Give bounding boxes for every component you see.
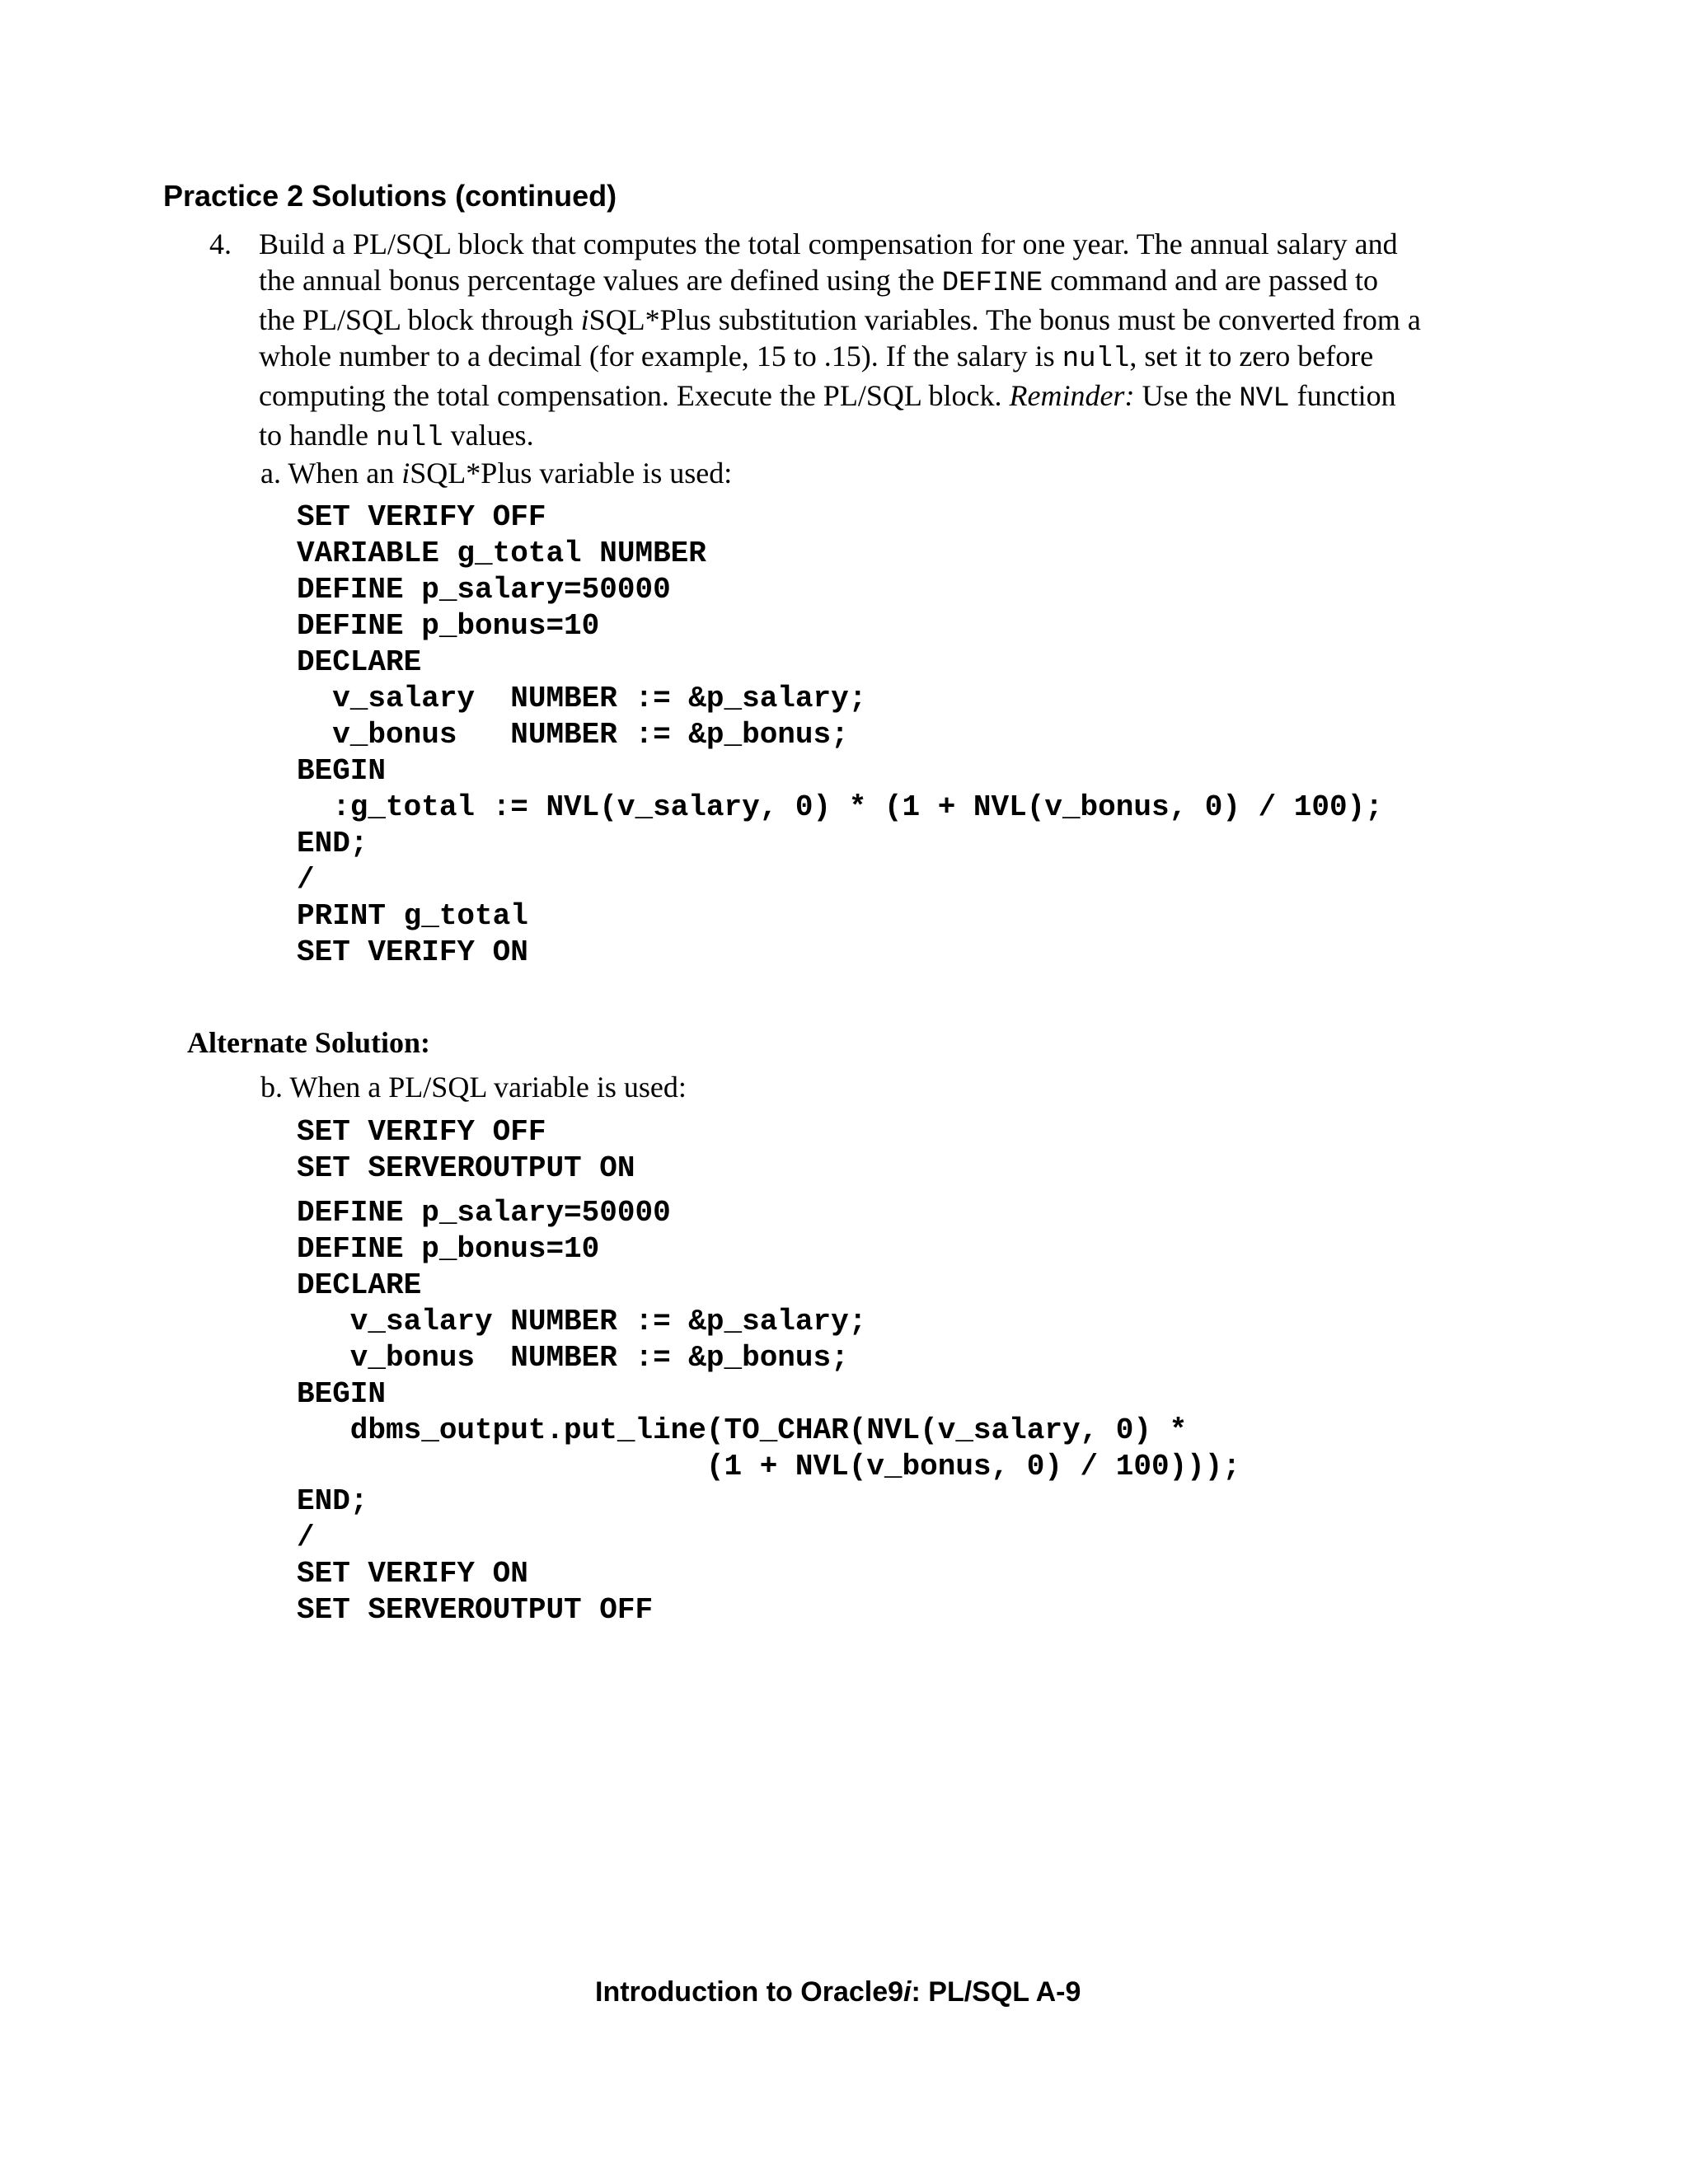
code-line: DECLARE: [297, 1268, 422, 1302]
part-b-label: [260, 1069, 687, 1105]
part-b-code-end: [297, 1483, 653, 1629]
text-run: SQL*Plus substitution variables. The bonus must be converted from a: [588, 303, 1421, 336]
code-line: :g_total := NVL(v_salary, 0) * (1 + NVL(v_bonus, 0) / 100);: [297, 790, 1383, 824]
code-line: v_bonus NUMBER := &p_bonus;: [297, 718, 849, 752]
text-line: [259, 262, 1462, 302]
code-line: SET SERVEROUTPUT OFF: [297, 1593, 654, 1627]
text-line: [259, 338, 1462, 377]
text-run: SQL*Plus variable is used:: [410, 457, 733, 490]
code-line: SET VERIFY ON: [297, 1557, 528, 1591]
code-line: v_salary NUMBER := &p_salary;: [297, 1305, 867, 1338]
code-line: SET SERVEROUTPUT ON: [297, 1151, 635, 1185]
text-run: values.: [443, 419, 534, 452]
code-line: DEFINE p_bonus=10: [297, 609, 600, 643]
code-line: DECLARE: [297, 645, 422, 679]
code-line: END;: [297, 1484, 368, 1518]
text-run: computing the total compensation. Execute the PL/SQL block.: [259, 379, 1010, 412]
text-run: to handle: [259, 419, 376, 452]
code-line: VARIABLE g_total NUMBER: [297, 537, 706, 570]
code-line: SET VERIFY ON: [297, 935, 528, 969]
text-run: i: [580, 303, 589, 336]
text-line: [259, 377, 1462, 417]
part-a-label: [260, 455, 732, 491]
footer-text: [595, 1975, 1081, 2009]
text-run: NVL: [1239, 383, 1290, 415]
code-line: DEFINE p_bonus=10: [297, 1232, 600, 1266]
text-line: [259, 302, 1462, 338]
text-line: [259, 417, 1462, 457]
text-run: Build a PL/SQL block that computes the total compensation for one year. The annual salary and: [259, 227, 1398, 260]
code-line: /: [297, 1521, 315, 1554]
text-run: : PL/SQL A-9: [911, 1976, 1081, 2008]
code-line: BEGIN: [297, 1377, 387, 1411]
text-run: the PL/SQL block through: [259, 303, 581, 336]
text-run: DEFINE: [941, 268, 1043, 299]
text-line: [259, 226, 1462, 262]
text-run: Reminder:: [1009, 379, 1135, 412]
code-line: DEFINE p_salary=50000: [297, 1196, 671, 1230]
text-run: Introduction to Oracle9: [595, 1976, 904, 2008]
text-run: a. When an: [260, 457, 402, 490]
text-run: i: [903, 1976, 912, 2008]
text-run: null: [375, 423, 443, 454]
text-run: b. When a PL/SQL variable is used:: [260, 1071, 687, 1104]
code-line: /: [297, 863, 315, 897]
code-line: PRINT g_total: [297, 899, 528, 933]
code-line: v_bonus NUMBER := &p_bonus;: [297, 1341, 849, 1375]
code-line: SET VERIFY OFF: [297, 1115, 546, 1149]
text-run: null: [1062, 344, 1130, 375]
text-run: the annual bonus percentage values are defined using the: [259, 264, 942, 297]
text-run: i: [401, 457, 410, 490]
code-line: dbms_output.put_line(TO_CHAR(NVL(v_salary, 0) *: [297, 1413, 1188, 1447]
code-line: END;: [297, 827, 368, 860]
alternate-solution-heading: Alternate Solution:: [187, 1026, 430, 1059]
text-run: , set it to zero before: [1129, 340, 1374, 373]
code-line: DEFINE p_salary=50000: [297, 573, 671, 607]
code-line: BEGIN: [297, 754, 387, 788]
part-b-code-block: [297, 1195, 1240, 1485]
text-run: Use the: [1134, 379, 1240, 412]
text-run: command and are passed to: [1043, 264, 1378, 297]
exercise-number: 4.: [209, 227, 232, 260]
part-b-code-settings: [297, 1114, 635, 1187]
part-a-code-block: [297, 499, 1383, 971]
code-line: v_salary NUMBER := &p_salary;: [297, 682, 867, 715]
code-line: SET VERIFY OFF: [297, 500, 546, 534]
code-line: (1 + NVL(v_bonus, 0) / 100)));: [297, 1450, 1240, 1483]
page-heading: Practice 2 Solutions (continued): [163, 179, 617, 213]
text-run: whole number to a decimal (for example, 15 to .15). If the salary is: [259, 340, 1062, 373]
text-run: function: [1289, 379, 1396, 412]
exercise-text: [259, 226, 1462, 457]
